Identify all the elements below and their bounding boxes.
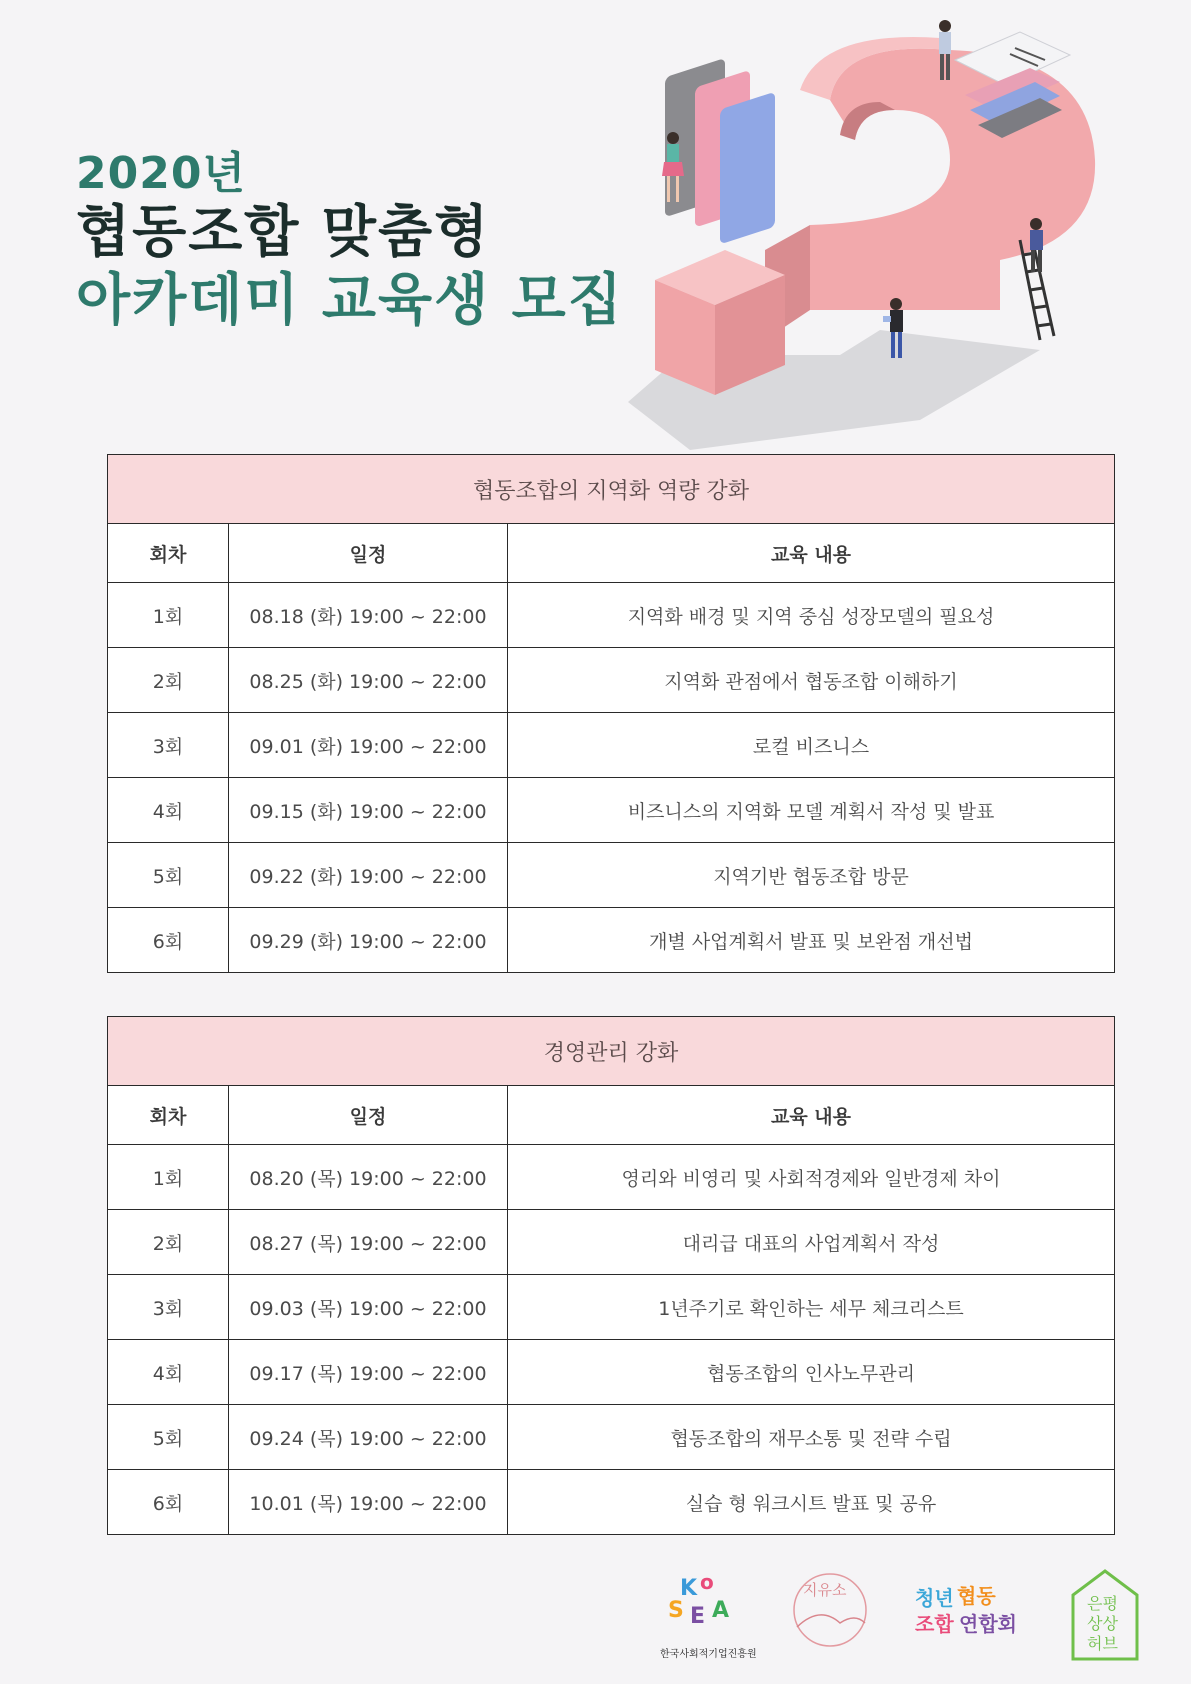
table-row <box>108 1275 1115 1340</box>
cell-content: 지역화 관점에서 협동조합 이해하기 <box>508 648 1115 713</box>
question-mark-illustration <box>620 10 1180 450</box>
cell-round: 5회 <box>108 1405 229 1470</box>
cell-content: 비즈니스의 지역화 모델 계획서 작성 및 발표 <box>508 778 1115 843</box>
table-row <box>108 648 1115 713</box>
cell-content: 지역기반 협동조합 방문 <box>508 843 1115 908</box>
cell-content: 실습 형 워크시트 발표 및 공유 <box>508 1470 1115 1535</box>
cell-round: 5회 <box>108 843 229 908</box>
title-year: 2020년 <box>76 148 246 199</box>
jiyuso-name: 지유소 <box>803 1581 847 1599</box>
svg-text:S: S <box>668 1598 684 1623</box>
cell-date: 09.24 (목) 19:00 ~ 22:00 <box>229 1405 508 1470</box>
jiyuso-logo <box>785 1565 885 1665</box>
cell-date: 08.18 (화) 19:00 ~ 22:00 <box>229 583 508 648</box>
section-title: 경영관리 강화 <box>108 1017 1115 1086</box>
cell-date: 09.01 (화) 19:00 ~ 22:00 <box>229 713 508 778</box>
table-row <box>108 778 1115 843</box>
column-header-content: 교육 내용 <box>508 1086 1115 1145</box>
ladder <box>1020 238 1054 340</box>
section-title: 협동조합의 지역화 역량 강화 <box>108 455 1115 524</box>
eunpyeong-hub-logo <box>1065 1565 1145 1665</box>
cell-date: 09.22 (화) 19:00 ~ 22:00 <box>229 843 508 908</box>
question-mark-front <box>810 49 1095 310</box>
cell-date: 08.25 (화) 19:00 ~ 22:00 <box>229 648 508 713</box>
page-title-block <box>76 148 624 336</box>
table-row <box>108 583 1115 648</box>
svg-text:허브: 허브 <box>1087 1634 1118 1653</box>
cell-round: 3회 <box>108 1275 229 1340</box>
schedule-table-management <box>107 1016 1115 1535</box>
svg-text:협동: 협동 <box>957 1584 996 1608</box>
svg-text:연합회: 연합회 <box>959 1612 1017 1636</box>
cell-content: 영리와 비영리 및 사회적경제와 일반경제 차이 <box>508 1145 1115 1210</box>
svg-text:K: K <box>680 1576 698 1601</box>
cell-round: 6회 <box>108 1470 229 1535</box>
table-row <box>108 908 1115 973</box>
cell-date: 10.01 (목) 19:00 ~ 22:00 <box>229 1470 508 1535</box>
cell-content: 대리급 대표의 사업계획서 작성 <box>508 1210 1115 1275</box>
cell-round: 4회 <box>108 1340 229 1405</box>
table-row <box>108 1405 1115 1470</box>
cell-content: 지역화 배경 및 지역 중심 성장모델의 필요성 <box>508 583 1115 648</box>
svg-text:청년: 청년 <box>915 1586 954 1610</box>
table-row <box>108 1210 1115 1275</box>
svg-text:상상: 상상 <box>1087 1614 1118 1633</box>
column-header-round: 회차 <box>108 1086 229 1145</box>
column-header-date: 일정 <box>229 1086 508 1145</box>
column-header-content: 교육 내용 <box>508 524 1115 583</box>
kosea-logo <box>660 1565 770 1675</box>
cell-content: 협동조합의 재무소통 및 전략 수립 <box>508 1405 1115 1470</box>
svg-text:은평: 은평 <box>1087 1594 1118 1613</box>
table-row <box>108 713 1115 778</box>
book-blue <box>720 92 775 245</box>
cell-content: 로컬 비즈니스 <box>508 713 1115 778</box>
cell-content: 1년주기로 확인하는 세무 체크리스트 <box>508 1275 1115 1340</box>
kosea-name: 한국사회적기업진흥원 <box>660 1649 757 1660</box>
cell-round: 1회 <box>108 583 229 648</box>
column-header-date: 일정 <box>229 524 508 583</box>
svg-text:조합: 조합 <box>915 1612 954 1636</box>
table-row <box>108 843 1115 908</box>
schedule-table-localization <box>107 454 1115 973</box>
cell-round: 6회 <box>108 908 229 973</box>
svg-text:o: o <box>700 1570 714 1594</box>
cell-round: 1회 <box>108 1145 229 1210</box>
cell-round: 4회 <box>108 778 229 843</box>
cell-date: 09.17 (목) 19:00 ~ 22:00 <box>229 1340 508 1405</box>
cell-date: 08.20 (목) 19:00 ~ 22:00 <box>229 1145 508 1210</box>
youth-coop-logo <box>915 1565 1025 1665</box>
table-row <box>108 1470 1115 1535</box>
cell-round: 3회 <box>108 713 229 778</box>
cell-round: 2회 <box>108 1210 229 1275</box>
svg-text:E: E <box>690 1604 706 1629</box>
cell-content: 개별 사업계획서 발표 및 보완점 개선법 <box>508 908 1115 973</box>
cell-date: 08.27 (목) 19:00 ~ 22:00 <box>229 1210 508 1275</box>
cell-date: 09.29 (화) 19:00 ~ 22:00 <box>229 908 508 973</box>
table-row <box>108 1340 1115 1405</box>
title-main: 협동조합 맞춤형 <box>76 200 491 265</box>
svg-text:A: A <box>712 1598 730 1623</box>
partner-logos <box>660 1565 1160 1675</box>
cell-content: 협동조합의 인사노무관리 <box>508 1340 1115 1405</box>
cell-round: 2회 <box>108 648 229 713</box>
cell-date: 09.03 (목) 19:00 ~ 22:00 <box>229 1275 508 1340</box>
cell-date: 09.15 (화) 19:00 ~ 22:00 <box>229 778 508 843</box>
column-header-round: 회차 <box>108 524 229 583</box>
table-row <box>108 1145 1115 1210</box>
title-sub: 아카데미 교육생 모집 <box>76 268 624 333</box>
